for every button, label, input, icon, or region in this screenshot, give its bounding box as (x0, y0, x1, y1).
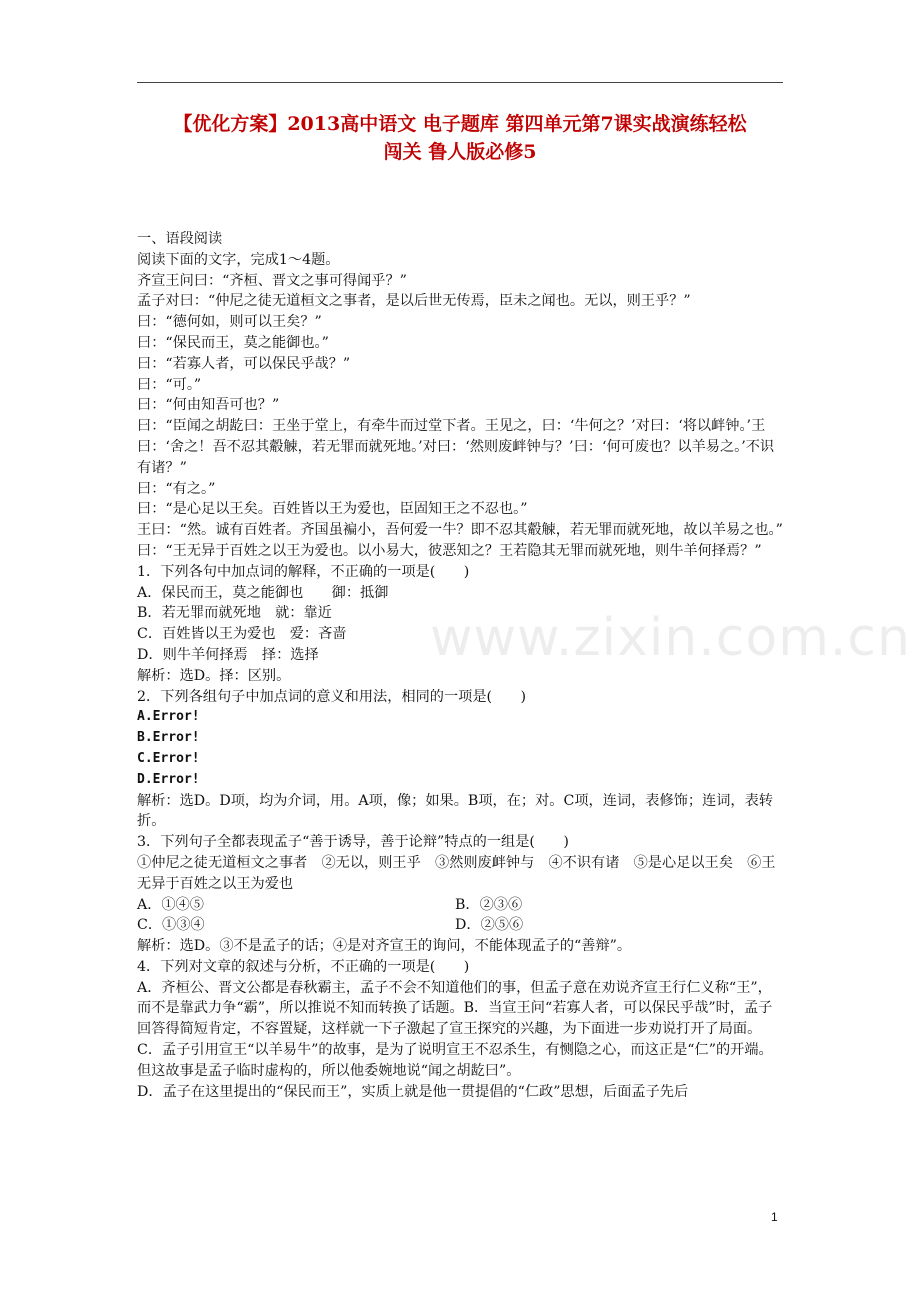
watermark: www.zixin.com.cn (430, 608, 911, 668)
instruction: 阅读下面的文字，完成1～4题。 (137, 251, 340, 268)
passage-line: 曰：“可。” (137, 376, 202, 393)
passage-line: 曰：“臣闻之胡龁曰：王坐于堂上，有牵牛而过堂下者。王见之，曰：‘牛何之？’对曰：‘将以衅钟。’王曰：‘舍之！吾不忍其觳觫，若无罪而就死地。’对曰：‘然则废衅钟与？’曰：‘何可废也？以羊易之。’不识有诸？” (137, 418, 775, 476)
passage-line: 曰：“王无异于百姓之以王为爱也。以小易大，彼恶知之？王若隐其无罪而就死地，则牛羊何择焉？” (137, 542, 762, 559)
passage-line: 孟子对曰：“仲尼之徒无道桓文之事者，是以后世无传焉，臣未之闻也。无以，则王乎？” (137, 293, 691, 310)
passage-line: 王曰：“然。诚有百姓者。齐国虽褊小，吾何爱一牛？即不忍其觳觫，若无罪而就死地，故以羊易之也。” (137, 522, 783, 539)
question-2: 2．下列各组句子中加点词的意义和用法，相同的一项是( ) (137, 688, 526, 705)
question-1-option-b: B．若无罪而就死地 就：靠近 (137, 605, 332, 622)
header-rule (137, 82, 783, 83)
question-3-answer: 解析：选D。③不是孟子的话；④是对齐宣王的询问，不能体现孟子的“善辩”。 (137, 938, 632, 955)
question-2-answer: 解析：选D。D项，均为介词，用。A项，像；如果。B项，在；对。C项，连词，表修饰；连词，表转折。 (137, 792, 773, 830)
question-3: 3．下列句子全都表现孟子“善于诱导，善于论辩”特点的一组是( ) (137, 834, 569, 851)
section-heading: 一、语段阅读 (137, 231, 223, 247)
question-4: 4．下列对文章的叙述与分析，不正确的一项是( ) (137, 958, 470, 975)
question-1-option-c: C．百姓皆以王为爱也 爱：吝啬 (137, 626, 347, 643)
passage-line: 曰：“若寡人者，可以保民乎哉？” (137, 355, 351, 372)
page-number: 1 (771, 1210, 778, 1224)
title-line-1: 【优化方案】2013高中语文 电子题库 第四单元第7课实战演练轻松 (173, 113, 747, 135)
question-4-option-ab: A．齐桓公、晋文公都是春秋霸主，孟子不会不知道他们的事，但孟子意在劝说齐宣王行仁义称“王”，而不是靠武力争“霸”，所以推说不知而转换了话题。B．当宣王问“若寡人者，可以保民乎哉”时，孟子回答得简短肯定，不容置疑，这样就一下子激起了宣王探究的兴趣，为下面进一步劝说打开了局面。 (137, 979, 773, 1038)
document-body (137, 229, 785, 1102)
passage-line: 曰：“有之。” (137, 480, 216, 497)
title-line-2: 闯关 鲁人版必修5 (383, 141, 537, 163)
question-3-options-row (137, 915, 785, 936)
passage-line: 曰：“保民而王，莫之能御也。” (137, 334, 329, 351)
passage-line: 曰：“德何如，则可以王矣？” (137, 314, 322, 331)
question-4-option-d: D．孟子在这里提出的“保民而王”，实质上就是他一贯提倡的“仁政”思想，后面孟子先后 (137, 1083, 689, 1100)
passage-line: 曰：“是心足以王矣。百姓皆以王为爱也，臣固知王之不忍也。” (137, 501, 528, 518)
passage-line: 齐宣王问曰：“齐桓、晋文之事可得闻乎？” (137, 272, 407, 289)
question-2-option-d: D.Error! (137, 771, 200, 787)
question-1: 1．下列各句中加点词的解释，不正确的一项是( ) (137, 563, 470, 580)
question-1-option-d: D．则牛羊何择焉 择：选择 (137, 646, 319, 663)
question-1-answer: 解析：选D。择：区别。 (137, 667, 291, 684)
question-1-option-a: A．保民而王，莫之能御也 御：抵御 (137, 584, 389, 601)
question-3-option-b: B．②③⑥ (455, 896, 523, 913)
question-2-option-c: C.Error! (137, 750, 200, 766)
question-2-option-a: A.Error! (137, 709, 200, 725)
question-3-option-a: A．①④⑤ (137, 896, 204, 913)
question-4-option-c: C．孟子引用宣王“以羊易牛”的故事，是为了说明宣王不忍杀生，有恻隐之心，而这正是“仁”的开端。但这故事是孟子临时虚构的，所以他委婉地说“闻之胡龁曰”。 (137, 1042, 773, 1079)
question-3-options-row (137, 895, 785, 916)
question-2-option-b: B.Error! (137, 730, 200, 746)
question-3-option-c: C．①③④ (137, 917, 205, 934)
question-3-items: ①仲尼之徒无道桓文之事者 ②无以，则王乎 ③然则废衅钟与 ④不识有诸 ⑤是心足以王矣 ⑥王无异于百姓之以王为爱也 (137, 854, 776, 892)
question-3-option-d: D．②⑤⑥ (455, 917, 524, 934)
passage-line: 曰：“何由知吾可也？” (137, 397, 280, 414)
document-title (137, 110, 783, 166)
